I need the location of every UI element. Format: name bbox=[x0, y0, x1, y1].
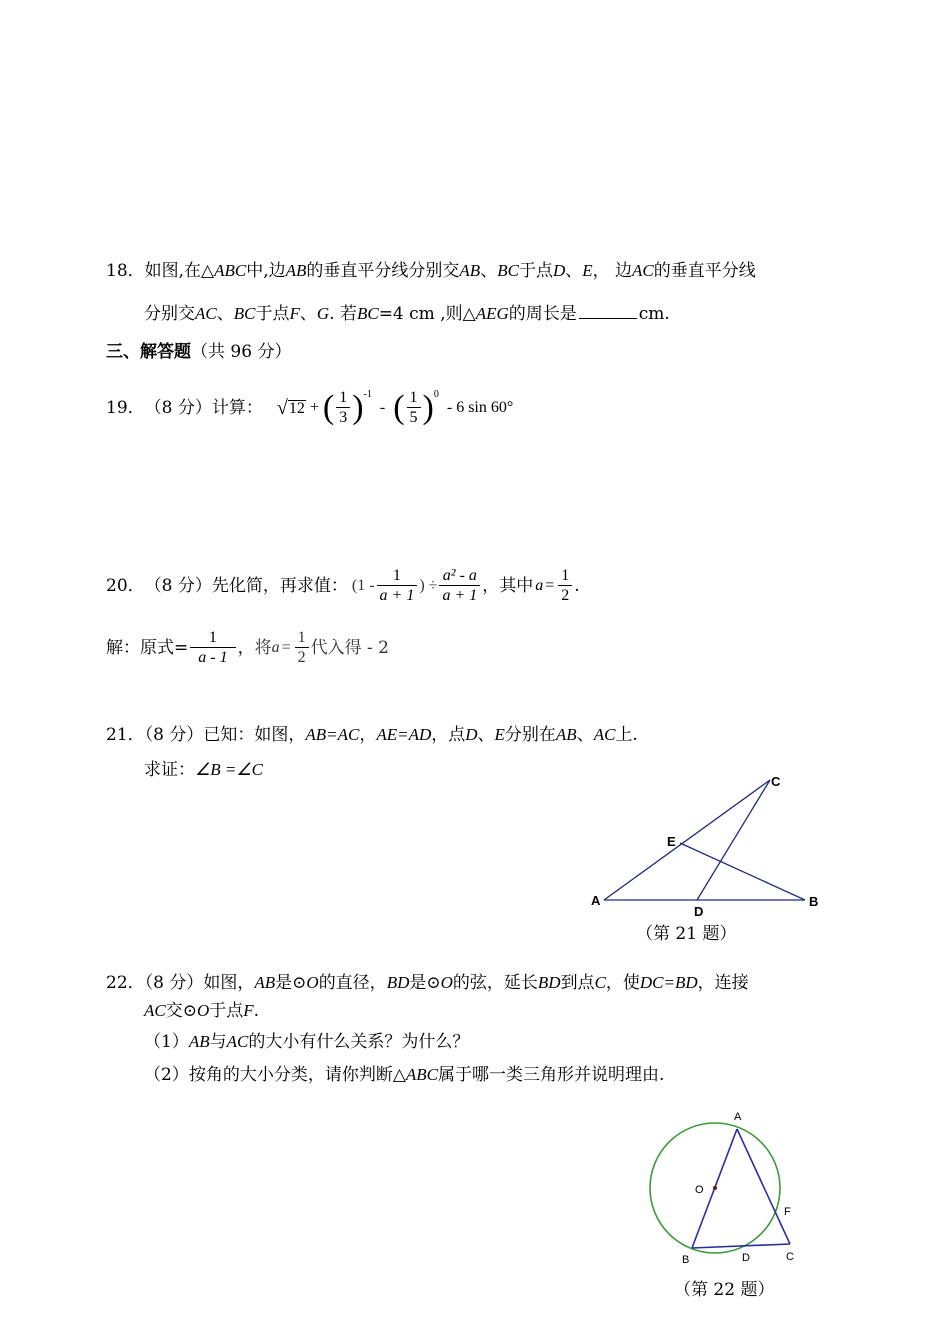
figure-22 bbox=[640, 1100, 810, 1272]
q20-solution: 解：原式= $\frac{1}{a - 1}$ ， 将 a = $\frac{1}{2}$ 代入得 - 2 bbox=[106, 629, 389, 666]
q22-sub1: （1）AB与AC的大小有什么关系？为什么？ bbox=[144, 1032, 470, 1052]
label-b: B bbox=[682, 1254, 690, 1266]
label-c: C bbox=[786, 1251, 794, 1263]
label-e: E bbox=[667, 834, 676, 849]
paren-close: ) bbox=[352, 389, 364, 426]
label-a: A bbox=[591, 893, 601, 908]
q18-line1: 18．如图,在△ABC中,边AB的垂直平分线分别交AB、BC于点D、E， 边AC的垂直平分线 bbox=[106, 261, 756, 281]
segment-ac bbox=[604, 780, 770, 900]
label-f: F bbox=[784, 1206, 791, 1218]
q21-prove: 求证：∠B =∠C bbox=[144, 760, 263, 780]
fraction-1-2: $\frac{1}{2}$ bbox=[558, 568, 572, 604]
segment-eb bbox=[680, 843, 805, 900]
label-d: D bbox=[694, 904, 704, 918]
q22-line2: AC交⊙O于点F. bbox=[144, 1001, 260, 1021]
paren-close: ) bbox=[422, 389, 434, 426]
label-c: C bbox=[771, 774, 781, 789]
fraction-1-3: $\frac{1}{3}$ bbox=[336, 390, 350, 426]
fraction-1-5: $\frac{1}{5}$ bbox=[407, 390, 421, 426]
label-d: D bbox=[742, 1252, 750, 1264]
q19-expression: √ 12 + ( $\frac{1}{3}$ ) $^{-1}$ - ( $\frac{1}{5}$ ) $^0$ - 6 sin 60° bbox=[276, 389, 514, 426]
q18-line2: 分别交AC、BC于点F、G. 若BC=4 cm ,则△AEG的周长是 cm. bbox=[144, 304, 670, 324]
sqrt-symbol: √ bbox=[276, 397, 288, 419]
label-o: O bbox=[695, 1184, 704, 1196]
fraction-1-over-a-minus-1: $\frac{1}{a - 1}$ bbox=[190, 630, 235, 666]
paren-open: ( bbox=[393, 389, 405, 426]
fraction-a2-a-over-a-plus-1: $\frac{\text{a² - a}}{a + 1}$ bbox=[439, 568, 480, 604]
center-point-o bbox=[713, 1186, 717, 1190]
label-b: B bbox=[809, 894, 819, 909]
segment-dc bbox=[697, 780, 770, 900]
figure-22-caption: （第 22 题） bbox=[674, 1280, 775, 1300]
label-a: A bbox=[734, 1111, 742, 1123]
figure-21-caption: （第 21 题） bbox=[636, 924, 737, 944]
q19: 19． （8 分）计算： √ 12 + ( $\frac{1}{3}$ ) $^{-1}$ - ( $\frac{1}{5}$ ) $^0$ - 6 sin 60° bbox=[106, 389, 514, 426]
fraction-1-2: $\frac{1}{2}$ bbox=[295, 630, 309, 666]
figure-21 bbox=[580, 768, 840, 918]
answer-blank[interactable] bbox=[579, 318, 637, 319]
q21-line1: 21．（8 分）已知：如图，AB=AC，AE=AD，点D、E分别在AB、AC上. bbox=[106, 725, 638, 745]
q20: 20． （8 分）先化简，再求值： (1 - $\frac{1}{a + 1}$ ) ÷ $\frac{\text{a² - a}}{a + 1}$ ，其中 a = $\frac{1}{2}$ . bbox=[106, 567, 580, 604]
fraction-1-over-a-plus-1: $\frac{1}{a + 1}$ bbox=[377, 568, 418, 604]
paren-open: ( bbox=[322, 389, 335, 426]
segment-ac bbox=[737, 1129, 790, 1244]
q22-line1: 22．（8 分）如图，AB是⊙O的直径，BD是⊙O的弦，延长BD到点C，使DC=BD，连接 bbox=[106, 973, 749, 993]
q22-sub2: （2）按角的大小分类，请你判断△ABC属于哪一类三角形并说明理由. bbox=[144, 1065, 665, 1085]
section-heading: 三、解答题（共 96 分） bbox=[106, 342, 292, 362]
